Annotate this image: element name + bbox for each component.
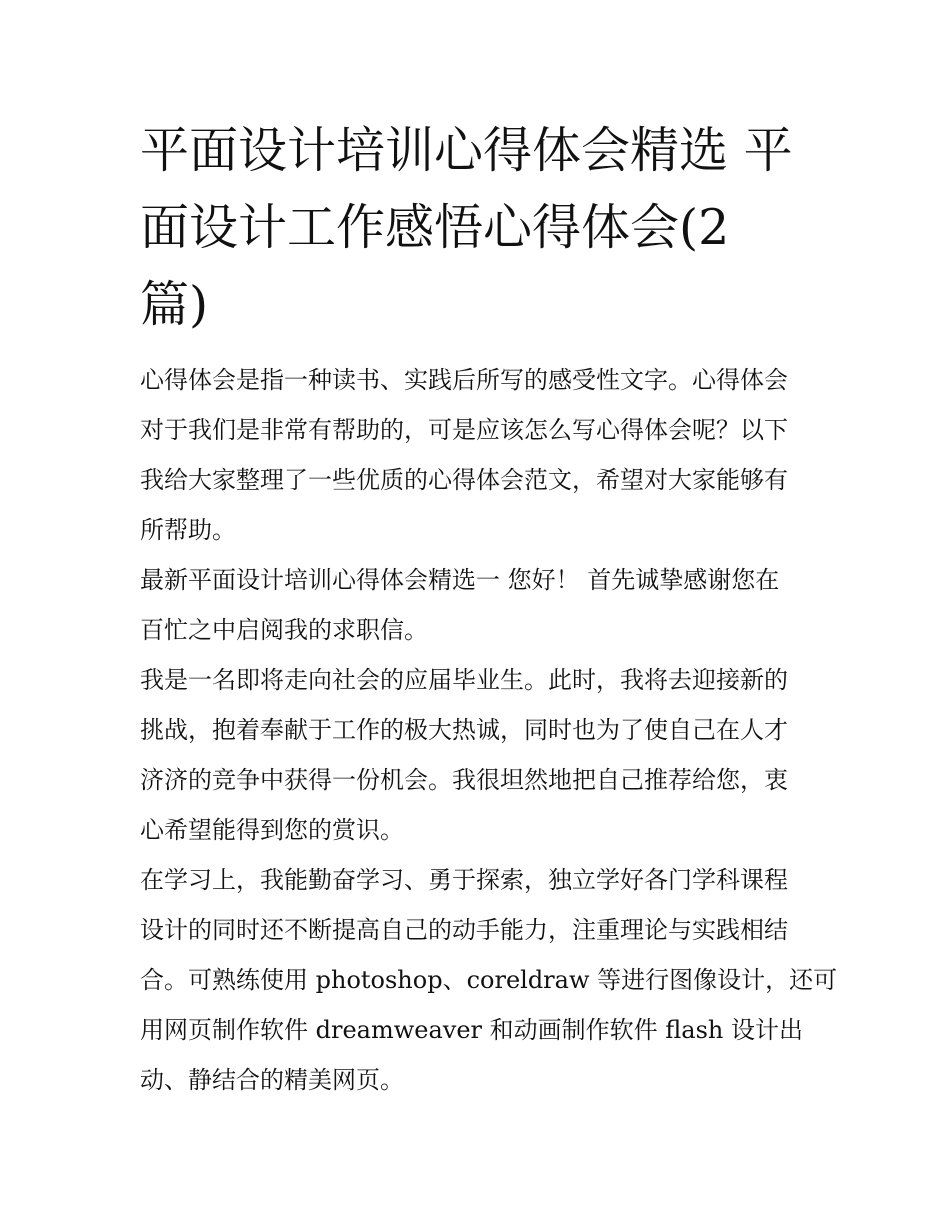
document-body bbox=[140, 112, 838, 1105]
text-line: 设计的同时还不断提高自己的动手能力，注重理论与实践相结 bbox=[140, 916, 788, 944]
text-line: 在学习上，我能勤奋学习、勇于探索，独立学好各门学科课程 bbox=[140, 866, 788, 894]
text-line: 用网页制作软件 dreamweaver 和动画制作软件 flash 设计出 bbox=[140, 1016, 803, 1044]
text-line: 我是一名即将走向社会的应届毕业生。此时，我将去迎接新的 bbox=[140, 666, 788, 694]
text-line: 心得体会是指一种读书、实践后所写的感受性文字。心得体会 bbox=[140, 366, 788, 394]
study-paragraph bbox=[140, 855, 838, 1105]
text-line: 最新平面设计培训心得体会精选一 您好！ 首先诚挚感谢您在 bbox=[140, 566, 780, 594]
text-line: 心希望能得到您的赏识。 bbox=[140, 816, 404, 844]
text-line: 济济的竞争中获得一份机会。我很坦然地把自己推荐给您，衷 bbox=[140, 766, 788, 794]
intro-paragraph bbox=[140, 355, 812, 555]
self-intro-paragraph bbox=[140, 655, 812, 855]
text-line: 对于我们是非常有帮助的，可是应该怎么写心得体会呢？以下 bbox=[140, 416, 788, 444]
title-line: 篇) bbox=[140, 276, 209, 333]
text-line: 百忙之中启阅我的求职信。 bbox=[140, 616, 428, 644]
text-line: 所帮助。 bbox=[140, 516, 236, 544]
title-line: 平面设计培训心得体会精选 平 bbox=[140, 122, 793, 179]
document-title bbox=[140, 112, 810, 343]
text-line: 挑战，抱着奉献于工作的极大热诚，同时也为了使自己在人才 bbox=[140, 716, 788, 744]
greeting-paragraph bbox=[140, 555, 812, 655]
text-line: 我给大家整理了一些优质的心得体会范文，希望对大家能够有 bbox=[140, 466, 788, 494]
text-line: 合。可熟练使用 photoshop、coreldraw 等进行图像设计，还可 bbox=[140, 966, 838, 994]
text-line: 动、静结合的精美网页。 bbox=[140, 1066, 404, 1094]
title-line: 面设计工作感悟心得体会(2 bbox=[140, 199, 730, 256]
